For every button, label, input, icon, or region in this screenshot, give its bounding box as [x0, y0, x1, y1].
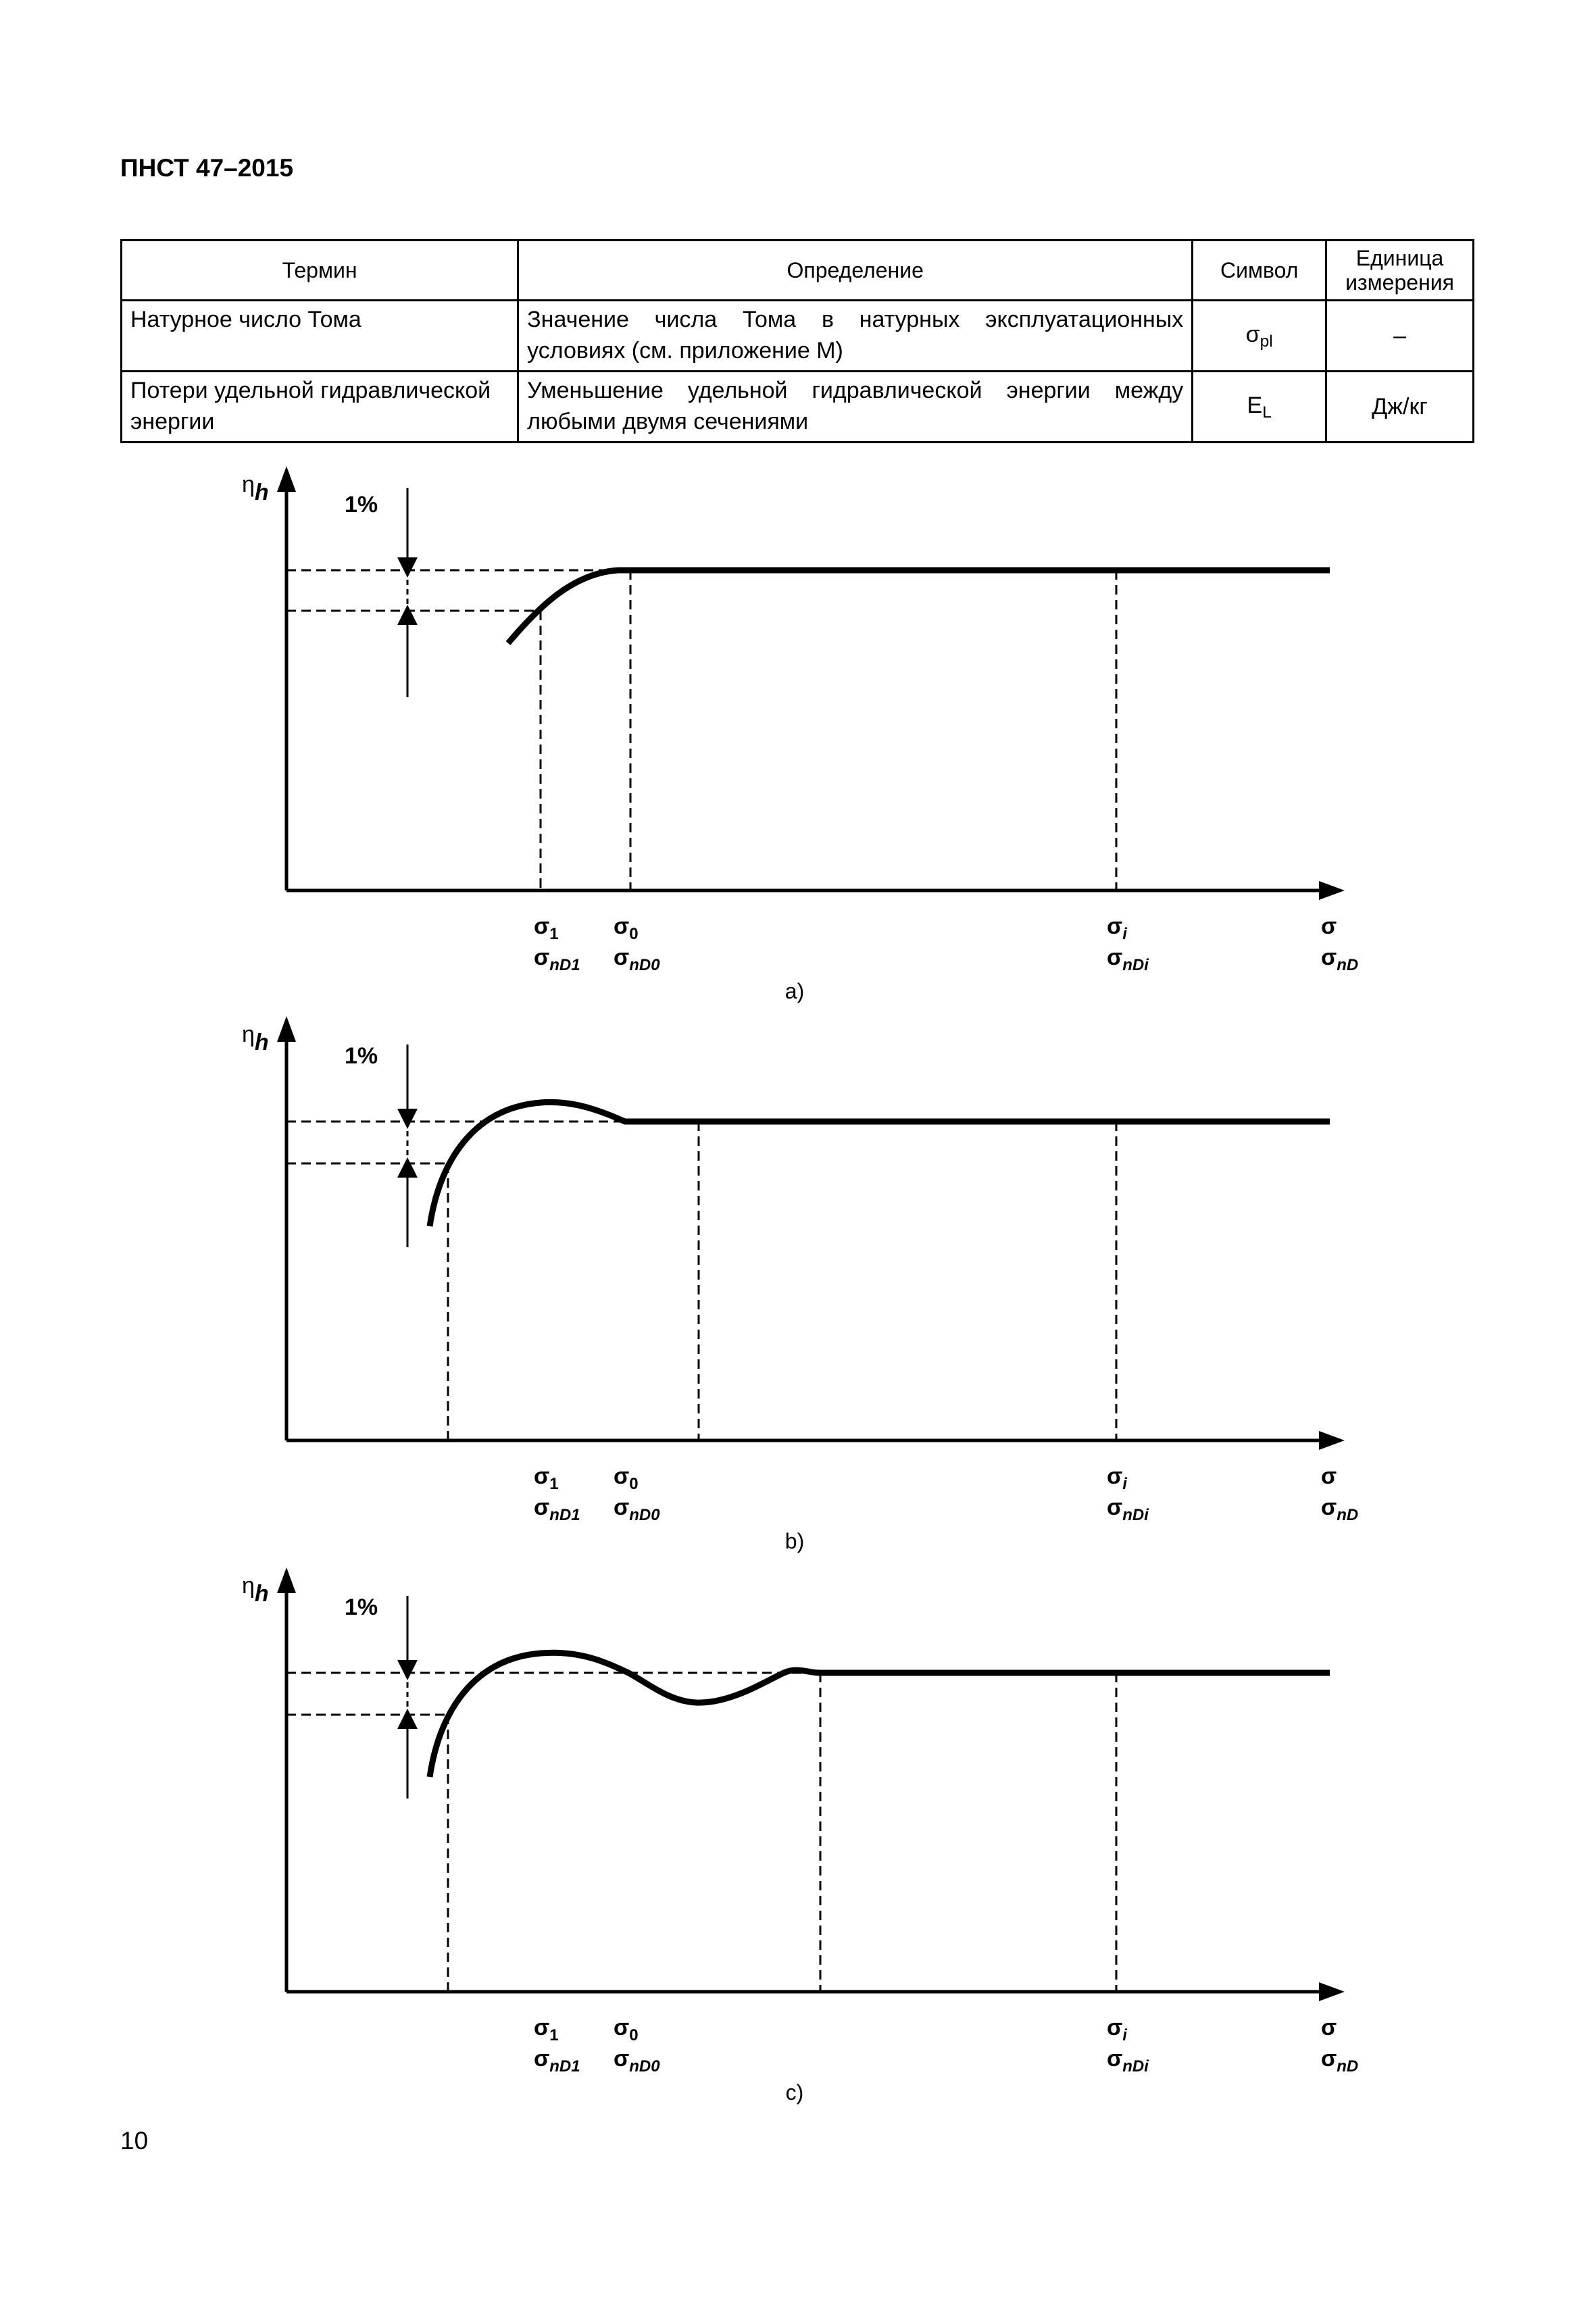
unit-cell: Дж/кг	[1326, 372, 1474, 443]
symbol-subscript: pl	[1260, 332, 1273, 351]
tick-sublabel-axis: $\sigma_{nD}$	[1321, 945, 1359, 974]
definition-cell: Уменьшение удельной гидравлической энергии между любыми двумя сечениями	[518, 372, 1193, 443]
tick-label-sigma0: $\sigma_0$	[614, 913, 639, 943]
y-axis-label: ηh	[242, 1022, 269, 1055]
tick-sublabel-sigma1: $\sigma_{nD1}$	[534, 2046, 580, 2076]
tick-sublabel-sigmai: $\sigma_{nDi}$	[1107, 945, 1149, 974]
y-axis-label: ηh	[242, 1573, 269, 1607]
document-code: ПНСТ 47–2015	[120, 154, 294, 182]
band-label: 1%	[345, 1043, 378, 1069]
tick-sublabel-sigma0: $\sigma_{nD0}$	[614, 1494, 660, 1524]
symbol-subscript: L	[1262, 403, 1272, 422]
header-unit: Единица измерения	[1326, 241, 1474, 301]
tick-sublabel-sigmai: $\sigma_{nDi}$	[1107, 1494, 1149, 1524]
symbol-main: σ	[1245, 322, 1260, 347]
tick-labels	[534, 913, 1358, 2105]
tick-sublabel-sigma0: $\sigma_{nD0}$	[614, 2046, 660, 2076]
tick-label-sigma0: $\sigma_0$	[614, 2015, 639, 2044]
tick-label-axis: σ	[1321, 1463, 1337, 1489]
panel-caption: b)	[784, 1529, 805, 1553]
tick-sublabel-axis: $\sigma_{nD}$	[1321, 2046, 1359, 2076]
tick-label-sigmai: $\sigma_i$	[1107, 913, 1127, 943]
band-label: 1%	[345, 492, 378, 518]
tick-label-sigma1: $\sigma_1$	[534, 2015, 559, 2044]
tick-label-sigma1: $\sigma_1$	[534, 1463, 559, 1493]
tick-sublabel-sigma1: $\sigma_{nD1}$	[534, 945, 580, 974]
tick-sublabel-sigma1: $\sigma_{nD1}$	[534, 1494, 580, 1524]
x-axis-arrowhead	[1319, 881, 1345, 900]
page-number: 10	[120, 2127, 149, 2155]
panel-caption: c)	[785, 2080, 804, 2105]
unit-cell: –	[1326, 301, 1474, 372]
panel-b	[242, 1016, 1345, 1450]
panel-c	[242, 1567, 1345, 2001]
efficiency-curve	[430, 1653, 1330, 1777]
efficiency-curve	[430, 1102, 1330, 1226]
tick-sublabel-axis: $\sigma_{nD}$	[1321, 1494, 1359, 1524]
tick-label-axis: σ	[1321, 913, 1337, 939]
term-cell: Потери удельной гидравлической энергии	[122, 372, 518, 443]
tick-label-axis: σ	[1321, 2015, 1337, 2040]
tick-sublabel-sigmai: $\sigma_{nDi}$	[1107, 2046, 1149, 2076]
tick-label-sigmai: $\sigma_i$	[1107, 2015, 1127, 2044]
panel-a	[242, 466, 1345, 900]
y-axis-arrowhead	[277, 1016, 296, 1042]
definition-cell: Значение числа Тома в натурных эксплуатационных условиях (см. приложение М)	[518, 301, 1193, 372]
tick-label-sigma0: $\sigma_0$	[614, 1463, 639, 1493]
header-definition: Определение	[518, 241, 1193, 301]
symbol-main: E	[1247, 393, 1263, 418]
y-axis-arrowhead	[277, 1567, 296, 1593]
tick-sublabel-sigma0: $\sigma_{nD0}$	[614, 945, 660, 974]
header-term: Термин	[122, 241, 518, 301]
tick-label-sigma1: $\sigma_1$	[534, 913, 559, 943]
panel-caption: a)	[784, 979, 805, 1003]
y-axis-arrowhead	[277, 466, 296, 492]
y-axis-label: ηh	[242, 472, 269, 505]
header-symbol: Символ	[1193, 241, 1326, 301]
band-label: 1%	[345, 1594, 378, 1620]
x-axis-arrowhead	[1319, 1982, 1345, 2001]
x-axis-arrowhead	[1319, 1431, 1345, 1450]
tick-label-sigmai: $\sigma_i$	[1107, 1463, 1127, 1493]
term-cell: Натурное число Тома	[122, 301, 518, 372]
